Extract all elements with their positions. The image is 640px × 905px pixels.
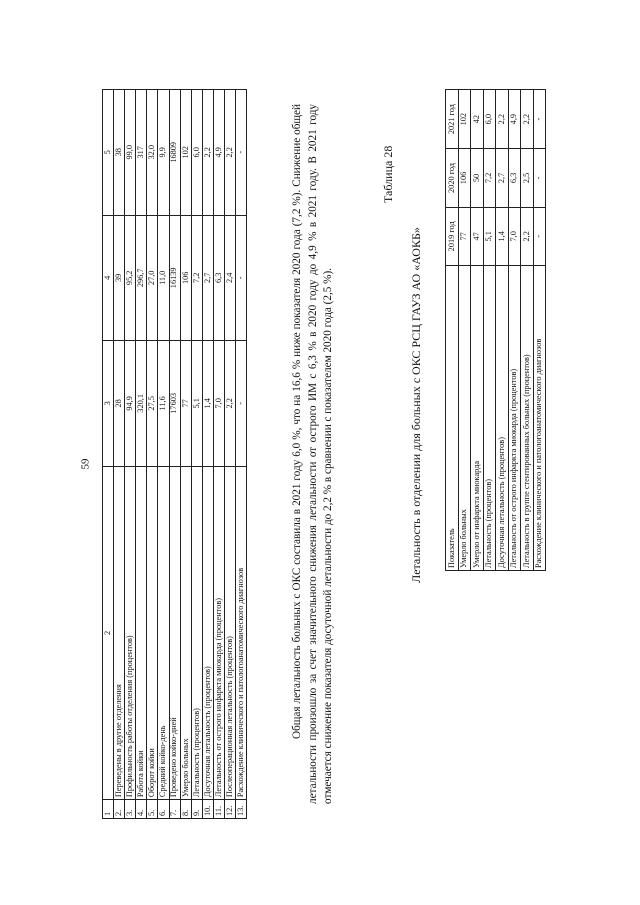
- cell-value: 16139: [169, 215, 180, 341]
- cell-value: 27,5: [147, 341, 158, 467]
- cell-value: 47: [471, 207, 484, 265]
- row-number: 6.: [158, 800, 169, 819]
- cell-value: 50: [471, 149, 484, 207]
- table-header-row: [446, 90, 459, 571]
- table-row: [114, 90, 125, 819]
- table-row: [103, 90, 114, 819]
- page-number: 59: [79, 458, 92, 470]
- table-row: [533, 90, 546, 571]
- row-label: Летальность (процентов): [483, 266, 496, 571]
- row-label: Летальность в группе стентированных больных (процентов): [521, 266, 534, 571]
- cell-value: 2,2: [496, 90, 509, 149]
- row-number: 12.: [225, 800, 236, 819]
- row-number: 2.: [114, 800, 125, 819]
- header-indicator: Показатель: [446, 266, 459, 571]
- cell-value: 99,0: [125, 90, 136, 216]
- table-row: [158, 90, 169, 819]
- row-number: 10.: [202, 800, 213, 819]
- cell-value: -: [236, 341, 247, 467]
- cell-value: 28: [114, 341, 125, 467]
- cell-value: 7,2: [483, 149, 496, 207]
- cell-value: 6,3: [508, 149, 521, 207]
- table-title: Летальность в отделении для больных с ОКС РСЦ ГАУЗ АО «АОКБ»: [409, 227, 423, 583]
- column-number: 4: [103, 215, 114, 341]
- row-number: 5.: [147, 800, 158, 819]
- cell-value: 6,0: [191, 90, 202, 216]
- cell-value: 2,7: [496, 149, 509, 207]
- cell-value: 1,4: [202, 341, 213, 467]
- cell-value: 317: [136, 90, 147, 216]
- table-row: [191, 90, 202, 819]
- table-row: [180, 90, 191, 819]
- cell-value: 42: [471, 90, 484, 149]
- row-label: Летальность (процентов): [191, 466, 202, 800]
- cell-value: 1,4: [496, 207, 509, 265]
- cell-value: 2,2: [202, 90, 213, 216]
- cell-value: -: [533, 207, 546, 265]
- summary-paragraph: Общая летальность больных с ОКС составила в 2021 году 6,0 %, что на 16,6 % ниже показателя 2020 года (7,2 %). Снижение общей летальности произошло за счет значительного снижения летальности от острого ИМ с 6,3 % в 2020 году до 4,9 % в 2021 году. В 2021 году отмечается снижение показателя досуточной летальности до 2,2 % в сравнении с показателем 2020 года (2,5 %).: [291, 104, 335, 804]
- table-row: [496, 90, 509, 571]
- cell-value: 106: [180, 215, 191, 341]
- cell-value: 94,9: [125, 341, 136, 467]
- cell-value: -: [236, 90, 247, 216]
- cell-value: 95,2: [125, 215, 136, 341]
- row-label: Проведено койко-дней: [169, 466, 180, 800]
- row-label: Переведены в другие отделения: [114, 466, 125, 800]
- row-number: 1: [103, 800, 114, 819]
- cell-value: 7,0: [213, 341, 224, 467]
- table-row: [471, 90, 484, 571]
- table-row: [508, 90, 521, 571]
- cell-value: 17603: [169, 341, 180, 467]
- cell-value: 2,2: [225, 341, 236, 467]
- table-row: [225, 90, 236, 819]
- row-number: 9.: [191, 800, 202, 819]
- header-year: 2021 год: [446, 90, 459, 149]
- cell-value: 2,2: [521, 207, 534, 265]
- cell-value: -: [533, 149, 546, 207]
- row-label: Летальность от острого инфаркта миокарда (процентов): [508, 266, 521, 571]
- table-row: [136, 90, 147, 819]
- indicators-table: [102, 89, 247, 819]
- row-label: Умерло от инфаркта миокарда: [471, 266, 484, 571]
- cell-value: 77: [180, 341, 191, 467]
- cell-value: 4,9: [508, 90, 521, 149]
- row-number: 7.: [169, 800, 180, 819]
- cell-value: 16809: [169, 90, 180, 216]
- row-number: 11.: [213, 800, 224, 819]
- cell-value: 7,0: [508, 207, 521, 265]
- row-label: Досуточная летальность (процентов): [202, 466, 213, 800]
- cell-value: -: [236, 215, 247, 341]
- table-row: [483, 90, 496, 571]
- row-label: Послеоперационная летальность (процентов): [225, 466, 236, 800]
- row-label: Досуточная летальность (процентов): [496, 266, 509, 571]
- column-number: 5: [103, 90, 114, 216]
- row-label: Умерло больных: [180, 466, 191, 800]
- cell-value: 102: [458, 90, 471, 149]
- cell-value: 2,2: [225, 90, 236, 216]
- cell-value: 2,7: [202, 215, 213, 341]
- cell-value: 6,3: [213, 215, 224, 341]
- cell-value: 9,9: [158, 90, 169, 216]
- cell-value: 6,0: [483, 90, 496, 149]
- cell-value: 102: [180, 90, 191, 216]
- row-label: Летальность от острого инфаркта миокарда (процентов): [213, 466, 224, 800]
- cell-value: 2,5: [521, 149, 534, 207]
- header-year: 2020 год: [446, 149, 459, 207]
- table-number: Таблица 28: [381, 145, 395, 203]
- row-label: Работа койки: [136, 466, 147, 800]
- row-label: Умерло больных: [458, 266, 471, 571]
- cell-value: 2,4: [225, 215, 236, 341]
- row-number: 3.: [125, 800, 136, 819]
- cell-value: 11,0: [158, 215, 169, 341]
- cell-value: 5,1: [191, 341, 202, 467]
- cell-value: 38: [114, 90, 125, 216]
- cell-value: 7,2: [191, 215, 202, 341]
- row-label: Средний койко-день: [158, 466, 169, 800]
- cell-value: -: [533, 90, 546, 149]
- cell-value: 5,1: [483, 207, 496, 265]
- row-number: 4.: [136, 800, 147, 819]
- cell-value: 27,0: [147, 215, 158, 341]
- row-number: 8.: [180, 800, 191, 819]
- cell-value: 106: [458, 149, 471, 207]
- column-number: 2: [103, 466, 114, 800]
- header-year: 2019 год: [446, 207, 459, 265]
- cell-value: 4,9: [213, 90, 224, 216]
- table-row: [125, 90, 136, 819]
- table-row: [236, 90, 247, 819]
- mortality-table: [445, 89, 546, 571]
- cell-value: 39: [114, 215, 125, 341]
- table-row: [458, 90, 471, 571]
- row-label: Расхождение клинического и патологоанатомического диагнозов: [533, 266, 546, 571]
- table-row: [169, 90, 180, 819]
- row-label: Расхождение клинического и патологоанатомического диагнозов: [236, 466, 247, 800]
- cell-value: 11,6: [158, 341, 169, 467]
- column-number: 3: [103, 341, 114, 467]
- row-label: Профильность работы отделения (процентов): [125, 466, 136, 800]
- table-row: [147, 90, 158, 819]
- row-label: Оборот койки: [147, 466, 158, 800]
- cell-value: 77: [458, 207, 471, 265]
- table-row: [202, 90, 213, 819]
- cell-value: 32,0: [147, 90, 158, 216]
- cell-value: 320,1: [136, 341, 147, 467]
- table-row: [213, 90, 224, 819]
- table-row: [521, 90, 534, 571]
- cell-value: 2,2: [521, 90, 534, 149]
- cell-value: 296,7: [136, 215, 147, 341]
- row-number: 13.: [236, 800, 247, 819]
